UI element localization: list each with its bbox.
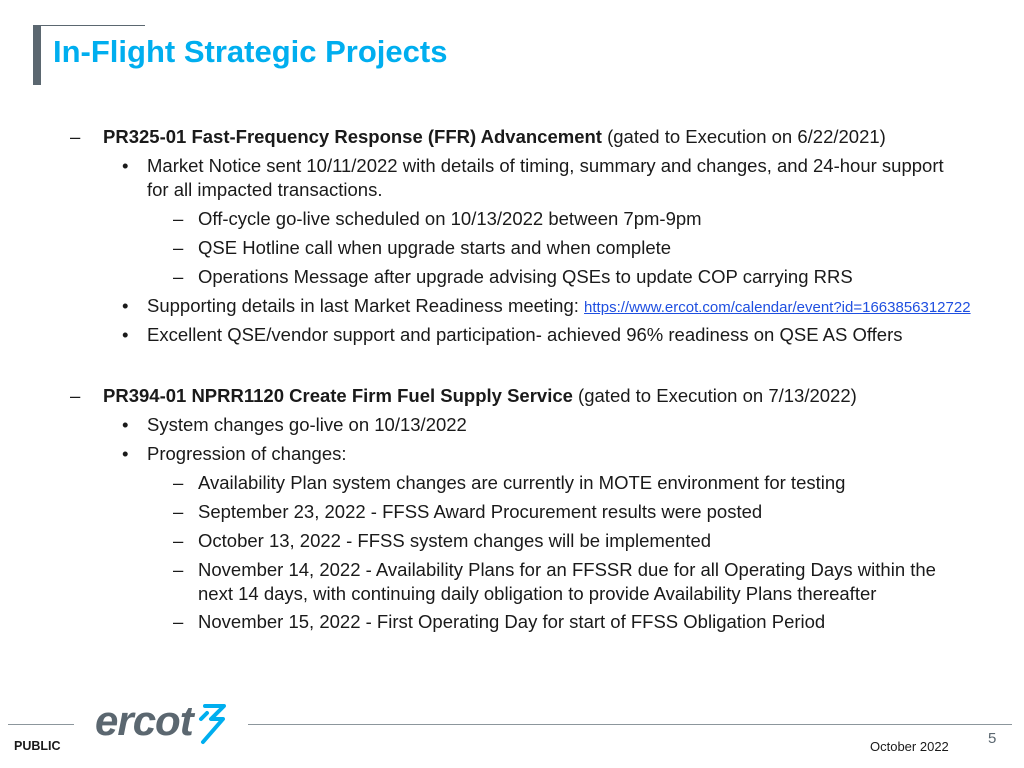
subitem-marker: – xyxy=(173,208,184,229)
subitem-marker: – xyxy=(173,611,184,632)
section-2-heading-title: PR394-01 NPRR1120 Create Firm Fuel Supply Service xyxy=(103,385,573,406)
subitem-marker: – xyxy=(173,501,184,522)
subitem-marker: – xyxy=(173,472,184,493)
section-2-marker: – xyxy=(70,385,81,406)
subitem-operations-message: Operations Message after upgrade advising QSEs to update COP carrying RRS xyxy=(198,266,853,287)
bullet-market-notice-line-2: for all impacted transactions. xyxy=(147,179,383,200)
bullet-marker: • xyxy=(122,295,129,316)
footer-rule-left xyxy=(8,724,74,725)
section-1-heading-suffix: (gated to Execution on 6/22/2021) xyxy=(601,126,886,147)
bullet-system-changes: System changes go-live on 10/13/2022 xyxy=(147,414,467,435)
subitem-september-23: September 23, 2022 - FFSS Award Procurement results were posted xyxy=(198,501,763,522)
bullet-supporting-details xyxy=(147,294,971,320)
subitem-october-13: October 13, 2022 - FFSS system changes will be implemented xyxy=(198,530,712,551)
subitem-marker: – xyxy=(173,237,184,258)
ercot-logo xyxy=(95,698,229,746)
footer-rule-right xyxy=(248,724,1012,725)
subitem-marker: – xyxy=(173,530,184,551)
subitem-off-cycle-go-live: Off-cycle go-live scheduled on 10/13/2022 between 7pm-9pm xyxy=(198,208,702,229)
ercot-logo-wordmark: ercot xyxy=(95,698,193,744)
ercot-logo-mark-icon xyxy=(201,706,224,742)
page-title: In-Flight Strategic Projects xyxy=(53,34,448,69)
bullet-marker: • xyxy=(122,324,129,345)
classification-label: PUBLIC xyxy=(14,739,61,753)
market-readiness-link[interactable]: https://www.ercot.com/calendar/event?id=1663856312722 xyxy=(584,299,971,316)
bullet-progression: Progression of changes: xyxy=(147,443,347,464)
bullet-marker: • xyxy=(122,155,129,176)
subitem-availability-plan: Availability Plan system changes are currently in MOTE environment for testing xyxy=(198,472,846,493)
section-1-heading-title: PR325-01 Fast-Frequency Response (FFR) Advancement xyxy=(103,126,602,147)
section-1-heading xyxy=(103,125,886,149)
page-number: 5 xyxy=(988,730,997,747)
footer-date: October 2022 xyxy=(870,739,949,754)
bullet-supporting-details-text: Supporting details in last Market Readiness meeting: xyxy=(147,295,585,316)
bullet-marker: • xyxy=(122,414,129,435)
subitem-marker: – xyxy=(173,559,184,580)
section-2-heading xyxy=(103,384,857,408)
subitem-november-15: November 15, 2022 - First Operating Day for start of FFSS Obligation Period xyxy=(198,611,826,632)
subitem-qse-hotline: QSE Hotline call when upgrade starts and when complete xyxy=(198,237,672,258)
subitem-marker: – xyxy=(173,266,184,287)
subitem-november-14-line-2: next 14 days, with continuing daily obligation to provide Availability Plans thereafter xyxy=(198,583,877,604)
bullet-market-notice-line-1: Market Notice sent 10/11/2022 with details of timing, summary and changes, and 24-hour support xyxy=(147,155,944,176)
subitem-november-14-line-1: November 14, 2022 - Availability Plans for an FFSSR due for all Operating Days within the xyxy=(198,559,936,580)
section-1-marker: – xyxy=(70,126,81,147)
bullet-excellent-support: Excellent QSE/vendor support and participation- achieved 96% readiness on QSE AS Offers xyxy=(147,324,903,345)
section-2-heading-suffix: (gated to Execution on 7/13/2022) xyxy=(572,385,857,406)
bullet-marker: • xyxy=(122,443,129,464)
